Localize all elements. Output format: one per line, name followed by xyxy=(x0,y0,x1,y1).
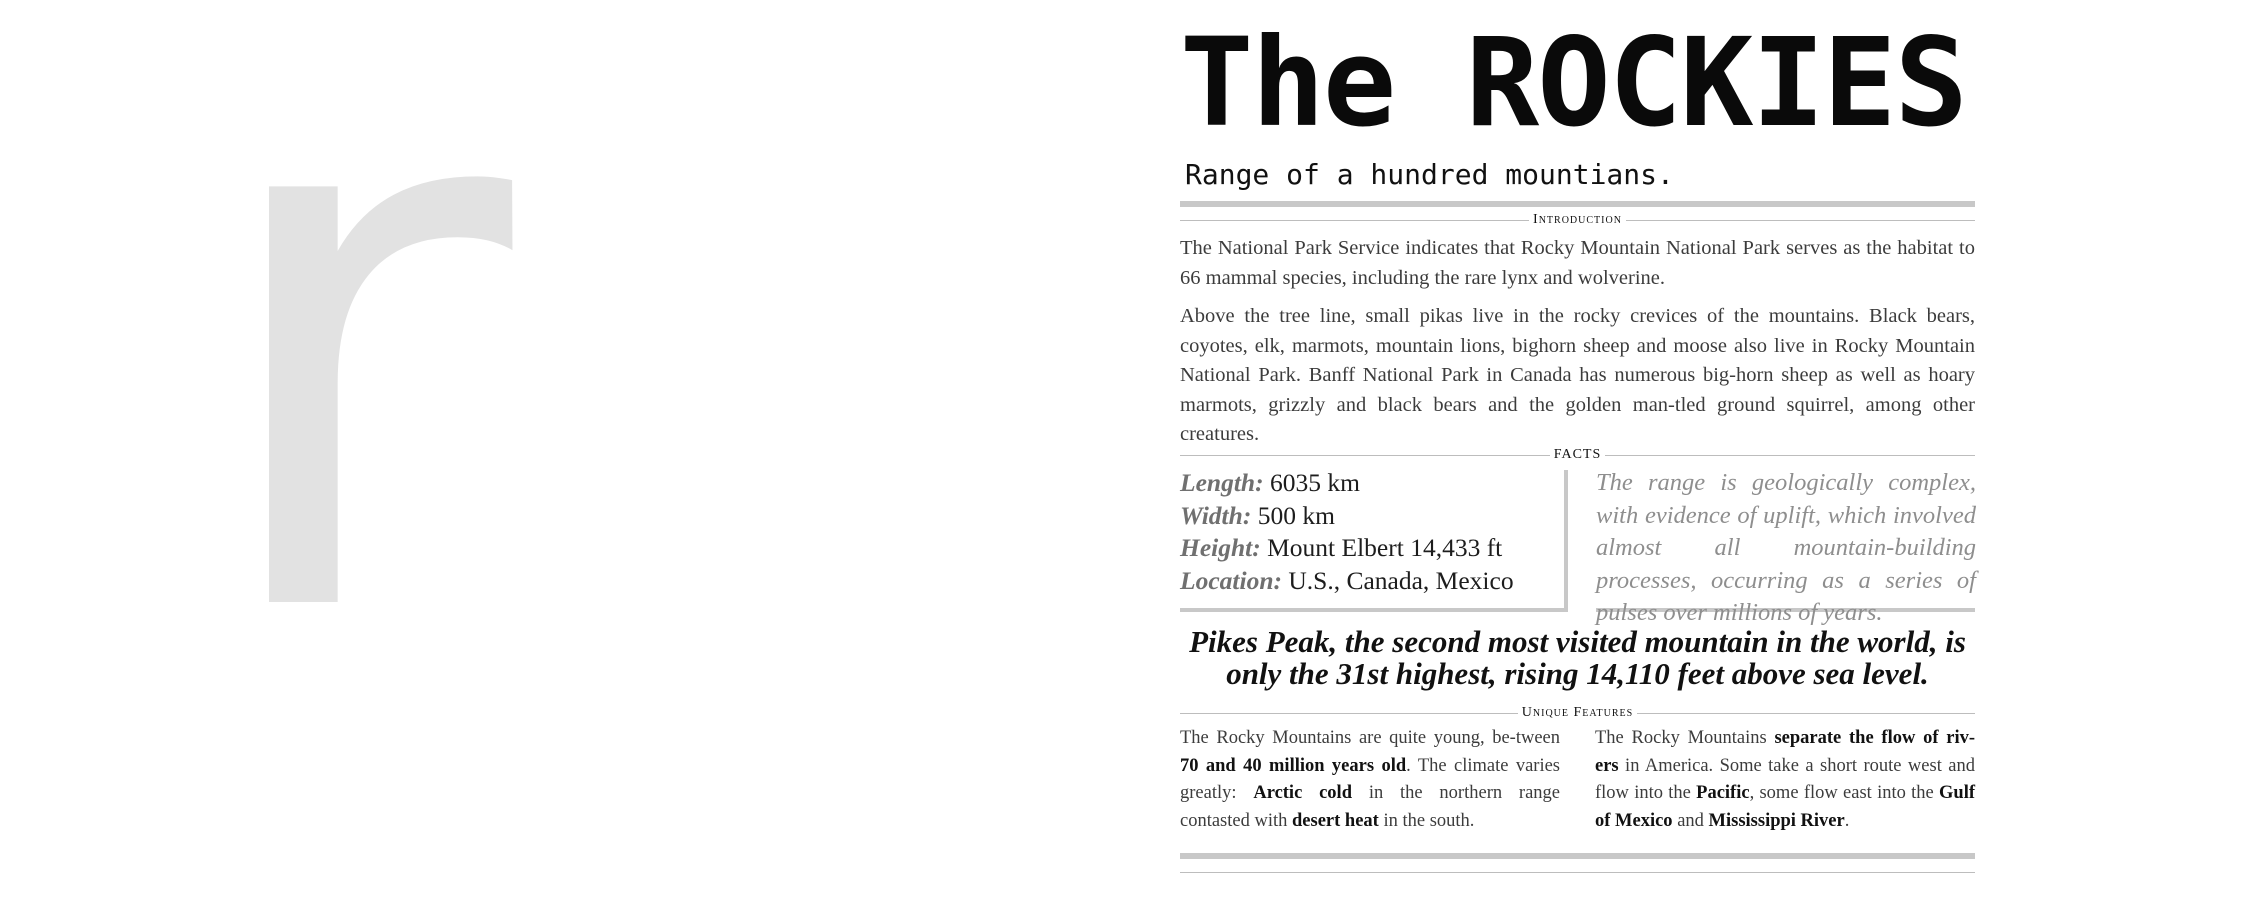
section-label-facts: FACTS xyxy=(1180,447,1975,463)
fact-label: Length: xyxy=(1180,468,1264,497)
header-rule xyxy=(1180,201,1975,207)
unique-features-left-column: The Rocky Mountains are quite young, be-tween 70 and 40 million years old. The climate varies greatly: Arctic cold in the northern range contasted with desert heat in the south. xyxy=(1180,728,1561,831)
fact-value: Mount Elbert 14,433 ft xyxy=(1267,533,1503,562)
facts-quote: The range is geologically complex, with evidence of uplift, which involved almost all mountain-building processes, occurring as a series of pulses over millions of years. xyxy=(1596,469,1976,626)
facts-underline xyxy=(1180,608,1568,612)
facts-list xyxy=(1180,467,1555,597)
intro-paragraph-1: The National Park Service indicates that Rocky Mountain National Park serves as the habitat to 66 mammal species, including the rare lynx and wolverine. xyxy=(1180,237,1975,289)
unique-features-right-column: The Rocky Mountains separate the flow of riv-ers in America. Some take a short route west and flow into the Pacific, some flow east into the Gulf of Mexico and Mississippi River. xyxy=(1595,728,1976,831)
fact-label: Width: xyxy=(1180,500,1252,530)
footer-rule-thick xyxy=(1180,853,1975,859)
fact-row-length xyxy=(1180,467,1555,500)
page-title: The ROCKIES xyxy=(1180,12,1966,154)
decorative-initial-letter: r xyxy=(200,0,513,782)
fact-row-location xyxy=(1180,565,1555,598)
fact-value: U.S., Canada, Mexico xyxy=(1288,565,1514,595)
page-subtitle: Range of a hundred mountians. xyxy=(1185,158,1674,191)
section-label-unique-features: Unique Features xyxy=(1180,705,1975,721)
fact-label: Height: xyxy=(1180,533,1261,562)
fact-value: 500 km xyxy=(1257,500,1335,530)
intro-paragraph-2: Above the tree line, small pikas live in the rocky crevices of the mountains. Black bears, coyotes, elk, marmots, mountain lions, bighorn sheep and moose also live in Rocky Mountain National Park. Banff National Park in Canada has numerous big-horn sheep as well as hoary marmots, grizzly and black bears and the golden man-tled ground squirrel, among other creatures. xyxy=(1180,305,1975,445)
fact-value: 6035 km xyxy=(1269,468,1360,497)
fact-label: Location: xyxy=(1180,565,1282,595)
footer-rule-thin xyxy=(1180,872,1975,873)
facts-column-divider xyxy=(1564,470,1568,612)
section-label-introduction: Introduction xyxy=(1180,212,1975,228)
fact-row-height xyxy=(1180,532,1555,565)
pull-quote: Pikes Peak, the second most visited mountain in the world, is only the 31st highest, rising 14,110 feet above sea level. xyxy=(1189,624,1966,691)
fact-row-width xyxy=(1180,500,1555,533)
